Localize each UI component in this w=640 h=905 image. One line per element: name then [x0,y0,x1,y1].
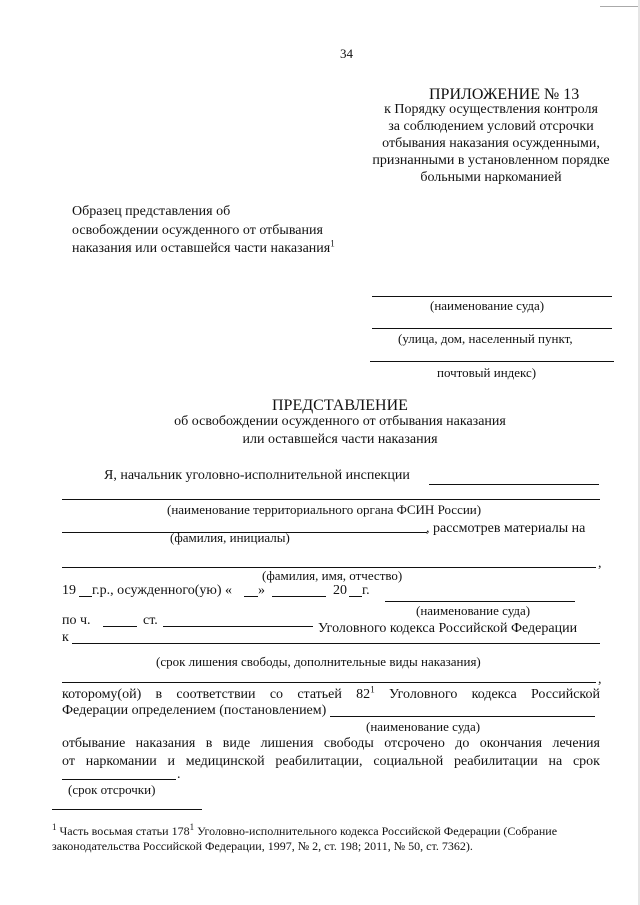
page-number: 34 [340,46,353,61]
appendix-line: больными наркоманией [420,170,562,185]
appendix-line: признанными в установленном порядке [372,153,610,168]
article-blank [163,626,313,627]
treatment-paragraph-line: отбывание наказания в виде лишения свободы отсрочено до окончания лечения [62,736,600,751]
convicted-text: г.р., осужденного(ую) « [92,583,233,598]
full-name-caption: (фамилия, имя, отчество) [262,568,403,583]
document-subheading: об освобождении осужденного от отбывания наказания [174,414,506,429]
inspection-line [429,484,599,485]
scan-edge-top [600,6,640,7]
territorial-organ-caption: (наименование территориального органа ФСИН России) [167,502,482,517]
court-blank [385,601,575,602]
postal-line [370,361,614,362]
full-name-comma: , [598,556,602,571]
period-end: . [177,767,181,782]
sentence-comma: , [598,672,602,687]
initials-caption: (фамилия, инициалы) [170,530,290,545]
article-label: ст. [143,613,158,628]
appendix-line: отбывания наказания осужденными, [382,136,600,151]
territorial-organ-line [62,499,600,500]
footnote-text: $^1$ Часть восьмая статьи $178^1$ Уголовно-исполнительного кодекса Российской Федерации (Собрание [52,822,558,838]
reviewed-text: , рассмотрев материалы на [426,521,586,536]
treatment-paragraph-line: от наркомании и медицинской реабилитации, социальной реабилитации на срок [62,754,600,769]
court-name-line [372,296,612,297]
month-blank [272,596,326,597]
year-blank [349,596,362,597]
deferral-paragraph-line: Федерации определением (постановлением) [62,703,327,718]
street-line [372,328,612,329]
court-name-caption: (наименование суда) [430,298,545,313]
sentence-line-2 [62,682,596,683]
part-label: по ч. [62,613,91,628]
sample-title-line: наказания или оставшейся части наказания$^1$ [72,238,335,256]
footnote-text-line-2: законодательства Российской Федерации, 1997, № 2, ст. 198; 2011, № 50, ст. 7362). [52,839,473,853]
quote-close: » [258,583,265,598]
deferral-caption: (срок отсрочки) [68,782,156,797]
footnote-separator [52,809,202,810]
document-heading: ПРЕДСТАВЛЕНИЕ [272,397,408,414]
court-caption: (наименование суда) [416,603,531,618]
court-caption-2: (наименование суда) [366,719,481,734]
appendix-title: ПРИЛОЖЕНИЕ № 13 [429,86,580,103]
intro-text: Я, начальник уголовно-исполнительной инспекции [104,468,410,483]
sentence-line [72,643,600,644]
birth-year-blank [79,596,92,597]
birth-year-prefix: 19 [62,583,76,598]
deferral-paragraph-line: которому(ой) в соответствии со статьей $82^1$ Уголовного кодекса Российской [62,684,600,702]
sample-title-line: освобождении осужденного от отбывания [72,223,323,238]
deferral-period-blank [62,779,176,780]
year-suffix: г. [362,583,370,598]
appendix-line: к Порядку осуществления контроля [384,102,598,117]
part-blank [103,626,137,627]
court-blank-2 [330,716,595,717]
criminal-code-text: Уголовного кодекса Российской Федерации [318,621,578,636]
document-subheading: или оставшейся части наказания [242,432,438,447]
appendix-line: за соблюдением условий отсрочки [388,119,594,134]
street-caption: (улица, дом, населенный пункт, [398,331,573,346]
k-label: к [62,630,69,645]
postal-caption: почтовый индекс) [437,365,537,380]
footnote-marker: 1 [330,238,335,249]
sample-title-line: Образец представления об [72,204,231,219]
sentence-caption: (срок лишения свободы, дополнительные виды наказания) [156,654,481,669]
day-blank [244,596,258,597]
year-prefix: 20 [333,583,347,598]
